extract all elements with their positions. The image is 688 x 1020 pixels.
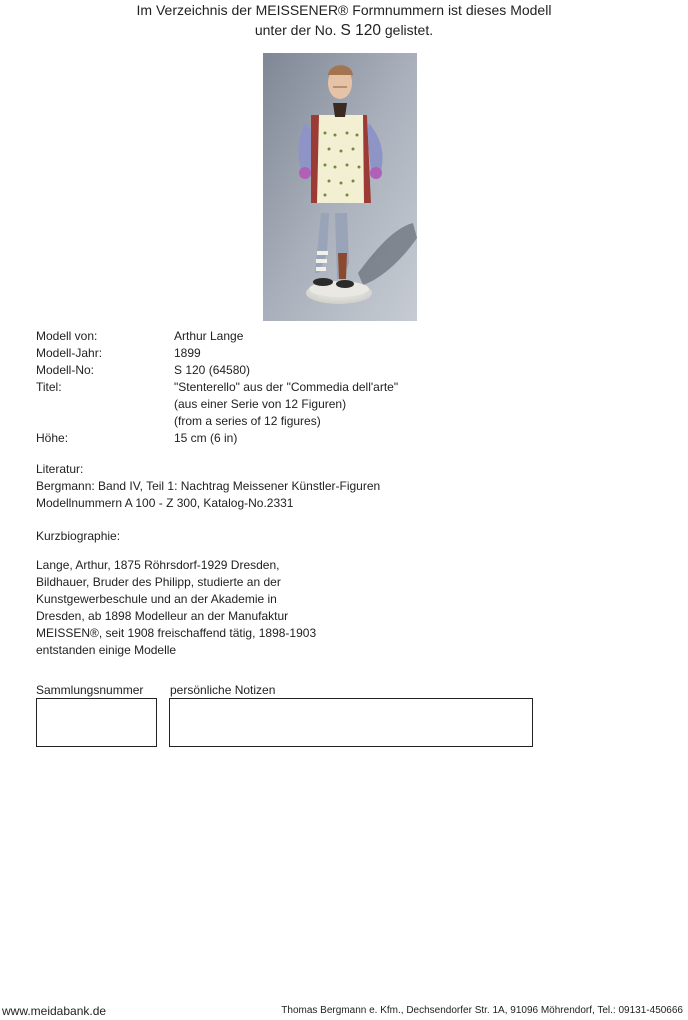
detail-row	[36, 413, 474, 430]
detail-label	[36, 396, 174, 413]
detail-row	[36, 430, 474, 447]
header-line-2	[0, 20, 688, 41]
literature-line: Modellnummern A 100 - Z 300, Katalog-No.2331	[36, 496, 294, 510]
detail-row	[36, 396, 474, 413]
detail-value: S 120 (64580)	[174, 363, 251, 377]
biography-line: Kunstgewerbeschule und an der Akademie in	[36, 592, 277, 606]
collection-number-field[interactable]	[36, 698, 157, 747]
header-line-2-suffix: gelistet.	[380, 22, 434, 38]
header-line-1: Im Verzeichnis der MEISSENER® Formnummern ist dieses Modell	[136, 2, 552, 18]
detail-value: (aus einer Serie von 12 Figuren)	[174, 397, 347, 411]
detail-row	[36, 379, 474, 396]
detail-row	[36, 328, 474, 345]
detail-label: Modell-Jahr:	[36, 346, 103, 360]
personal-notes-label: persönliche Notizen	[170, 683, 276, 697]
detail-label: Modell-No:	[36, 363, 95, 377]
header-line-2-prefix: unter der No.	[254, 22, 341, 38]
detail-value: Arthur Lange	[174, 329, 244, 343]
detail-label: Höhe:	[36, 431, 69, 445]
page-header	[0, 0, 688, 41]
detail-label: Modell von:	[36, 329, 98, 343]
detail-label: Titel:	[36, 380, 62, 394]
literature-section	[36, 461, 380, 512]
biography-line: Lange, Arthur, 1875 Röhrsdorf-1929 Dresden,	[36, 558, 280, 572]
model-number-highlight: S 120	[340, 22, 381, 39]
biography-line: MEISSEN®, seit 1908 freischaffend tätig, 1898-1903	[36, 626, 317, 640]
biography-line: entstanden einige Modelle	[36, 643, 177, 657]
biography-heading: Kurzbiographie:	[36, 529, 121, 543]
footer-address: Thomas Bergmann e. Kfm., Dechsendorfer Str. 1A, 91096 Möhrendorf, Tel.: 09131-450666	[281, 1005, 683, 1016]
biography-line: Bildhauer, Bruder des Philipp, studierte an der	[36, 575, 281, 589]
detail-value: 1899	[174, 346, 201, 360]
model-details	[36, 328, 474, 447]
detail-value: "Stenterello" aus der "Commedia dell'arte"	[174, 380, 399, 394]
literature-heading: Literatur:	[36, 462, 84, 476]
detail-label	[36, 413, 174, 430]
detail-row	[36, 362, 474, 379]
literature-line: Bergmann: Band IV, Teil 1: Nachtrag Meissener Künstler-Figuren	[36, 479, 381, 493]
detail-value: (from a series of 12 figures)	[174, 414, 321, 428]
detail-value: 15 cm (6 in)	[174, 431, 238, 445]
footer-website[interactable]: www.meidabank.de	[2, 1004, 107, 1018]
figurine-photo	[263, 53, 417, 321]
collection-number-label: Sammlungsnummer	[36, 683, 144, 697]
biography-text	[36, 557, 336, 659]
biography-line: Dresden, ab 1898 Modelleur an der Manufaktur	[36, 609, 289, 623]
personal-notes-field[interactable]	[169, 698, 533, 747]
detail-row	[36, 345, 474, 362]
